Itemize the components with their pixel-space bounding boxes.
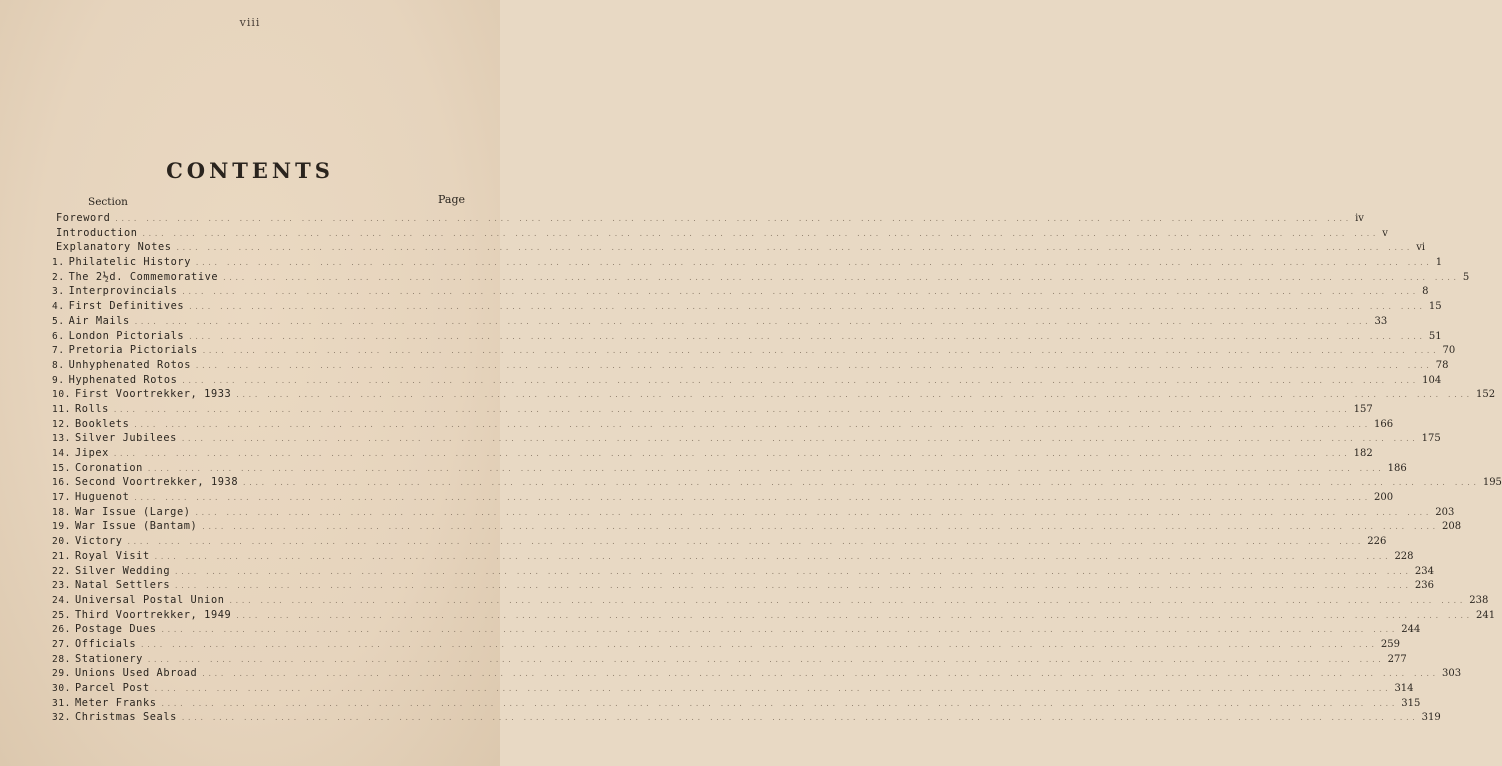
- entry-title: Silver Wedding: [74, 564, 171, 577]
- entry-page-number: 195: [1482, 477, 1502, 489]
- dot-leader: .... .... .... .... .... .... .... .... .... .... .... .... .... .... .... .... .... .... .... .... .... .... .... .... .... .... .... .... .... .... .... .... .... .... .... .... .... .... .... ....: [181, 376, 1419, 385]
- dot-leader: .... .... .... .... .... .... .... .... .... .... .... .... .... .... .... .... .... .... .... .... .... .... .... .... .... .... .... .... .... .... .... .... .... .... .... .... .... .... .... ....: [153, 552, 1391, 561]
- entry-number: 15.: [52, 462, 71, 474]
- entry-number: 16.: [52, 477, 71, 489]
- toc-entry: [52, 505, 1455, 521]
- entry-page-number: 1: [1435, 257, 1443, 269]
- entry-title: Huguenot: [74, 491, 130, 504]
- entry-page-number: 182: [1353, 448, 1373, 459]
- entry-title: Postage Dues: [74, 623, 157, 636]
- entry-page-number: 259: [1380, 638, 1400, 650]
- entry-title: Air Mails: [68, 314, 130, 327]
- entry-page-number: 175: [1421, 433, 1441, 445]
- entry-page-number: 228: [1394, 550, 1414, 562]
- dot-leader: .... .... .... .... .... .... .... .... .... .... .... .... .... .... .... .... .... .... .... .... .... .... .... .... .... .... .... .... .... .... .... .... .... .... .... .... .... .... .... ....: [181, 288, 1419, 297]
- entry-page-number: 5: [1462, 271, 1470, 283]
- toc-entry: [52, 241, 1426, 256]
- entry-title: Rolls: [74, 402, 109, 415]
- entry-number: 11.: [52, 403, 71, 415]
- entry-page-number: 244: [1401, 624, 1421, 636]
- entry-page-number: 277: [1387, 653, 1407, 665]
- entry-title: Foreword: [56, 212, 111, 224]
- dot-leader: .... .... .... .... .... .... .... .... .... .... .... .... .... .... .... .... .... .... .... .... .... .... .... .... .... .... .... .... .... .... .... .... .... .... .... .... .... .... .... ....: [112, 405, 1350, 414]
- entry-number: 7.: [52, 345, 65, 357]
- entry-page-number: 157: [1353, 403, 1373, 415]
- toc-entry: [52, 696, 1421, 712]
- entry-number: 10.: [52, 389, 71, 401]
- dot-leader: .... .... .... .... .... .... .... .... .... .... .... .... .... .... .... .... .... .... .... .... .... .... .... .... .... .... .... .... .... .... .... .... .... .... .... .... .... .... .... ....: [180, 435, 1418, 444]
- dot-leader: .... .... .... .... .... .... .... .... .... .... .... .... .... .... .... .... .... .... .... .... .... .... .... .... .... .... .... .... .... .... .... .... .... .... .... .... .... .... .... ....: [188, 303, 1425, 312]
- toc-entry: [52, 491, 1394, 506]
- entry-title: First Voortrekker, 1933: [74, 388, 232, 401]
- entry-title: Second Voortrekker, 1938: [74, 476, 239, 489]
- toc-entry: [52, 623, 1421, 638]
- entry-number: 12.: [52, 418, 71, 430]
- dot-leader: .... .... .... .... .... .... .... .... .... .... .... .... .... .... .... .... .... .... .... .... .... .... .... .... .... .... .... .... .... .... .... .... .... .... .... .... .... .... .... ....: [222, 273, 1459, 282]
- dot-leader: .... .... .... .... .... .... .... .... .... .... .... .... .... .... .... .... .... .... .... .... .... .... .... .... .... .... .... .... .... .... .... .... .... .... .... .... .... .... .... ....: [146, 655, 1384, 664]
- dot-leader: .... .... .... .... .... .... .... .... .... .... .... .... .... .... .... .... .... .... .... .... .... .... .... .... .... .... .... .... .... .... .... .... .... .... .... .... .... .... .... ....: [195, 259, 1432, 268]
- toc-entry: [52, 358, 1449, 374]
- entry-number: 3.: [52, 286, 65, 298]
- page-column-header: Page: [438, 193, 466, 206]
- dot-leader: .... .... .... .... .... .... .... .... .... .... .... .... .... .... .... .... .... .... .... .... .... .... .... .... .... .... .... .... .... .... .... .... .... .... .... .... .... .... .... ....: [175, 244, 1413, 253]
- entry-title: War Issue (Bantam): [74, 520, 198, 533]
- entry-page-number: vi: [1416, 242, 1426, 254]
- entry-page-number: iv: [1355, 213, 1364, 224]
- toc-entry: [52, 461, 1407, 477]
- dot-leader: .... .... .... .... .... .... .... .... .... .... .... .... .... .... .... .... .... .... .... .... .... .... .... .... .... .... .... .... .... .... .... .... .... .... .... .... .... .... .... ....: [235, 391, 1473, 400]
- dot-leader: .... .... .... .... .... .... .... .... .... .... .... .... .... .... .... .... .... .... .... .... .... .... .... .... .... .... .... .... .... .... .... .... .... .... .... .... .... .... .... ....: [228, 596, 1466, 605]
- entry-number: 1.: [52, 257, 65, 269]
- entry-page-number: 208: [1442, 521, 1462, 533]
- entry-number: 23.: [52, 580, 71, 592]
- entry-title: Introduction: [56, 226, 138, 239]
- dot-leader: .... .... .... .... .... .... .... .... .... .... .... .... .... .... .... .... .... .... .... .... .... .... .... .... .... .... .... .... .... .... .... .... .... .... .... .... .... .... .... ....: [112, 450, 1350, 458]
- toc-entry: [52, 373, 1442, 389]
- entry-title: Officials: [74, 637, 137, 650]
- contents-list: [52, 212, 1502, 726]
- entry-title: Third Voortrekker, 1949: [74, 608, 232, 621]
- entry-page-number: v: [1382, 227, 1388, 239]
- toc-entry: [52, 270, 1470, 286]
- toc-entry: [52, 682, 1414, 697]
- dot-leader: .... .... .... .... .... .... .... .... .... .... .... .... .... .... .... .... .... .... .... .... .... .... .... .... .... .... .... .... .... .... .... .... .... .... .... .... .... .... .... ....: [174, 567, 1411, 576]
- entry-title: First Definitives: [68, 300, 185, 313]
- dot-leader: .... .... .... .... .... .... .... .... .... .... .... .... .... .... .... .... .... .... .... .... .... .... .... .... .... .... .... .... .... .... .... .... .... .... .... .... .... .... .... ....: [160, 699, 1398, 708]
- dot-leader: .... .... .... .... .... .... .... .... .... .... .... .... .... .... .... .... .... .... .... .... .... .... .... .... .... .... .... .... .... .... .... .... .... .... .... .... .... .... .... ....: [242, 479, 1479, 488]
- toc-entry: [52, 344, 1456, 359]
- toc-entry: [52, 564, 1434, 580]
- toc-entry: [52, 711, 1441, 726]
- entry-page-number: 152: [1476, 389, 1496, 401]
- page-title: CONTENTS: [166, 158, 334, 183]
- dot-leader: .... .... .... .... .... .... .... .... .... .... .... .... .... .... .... .... .... .... .... .... .... .... .... .... .... .... .... .... .... .... .... .... .... .... .... .... .... .... .... ....: [201, 523, 1439, 532]
- toc-entry: [52, 285, 1429, 300]
- toc-entry: [52, 417, 1394, 433]
- entry-title: Silver Jubilees: [74, 432, 177, 445]
- entry-number: 28.: [52, 653, 71, 665]
- page-folio: viii: [239, 16, 261, 29]
- entry-title: London Pictorials: [68, 329, 185, 342]
- entry-title: Pretoria Pictorials: [68, 344, 198, 357]
- toc-entry: [52, 432, 1441, 447]
- entry-title: Meter Franks: [74, 696, 157, 709]
- dot-leader: .... .... .... .... .... .... .... .... .... .... .... .... .... .... .... .... .... .... .... .... .... .... .... .... .... .... .... .... .... .... .... .... .... .... .... .... .... .... .... ....: [235, 611, 1473, 620]
- dot-leader: .... .... .... .... .... .... .... .... .... .... .... .... .... .... .... .... .... .... .... .... .... .... .... .... .... .... .... .... .... .... .... .... .... .... .... .... .... .... .... ....: [174, 582, 1411, 591]
- entry-title: Booklets: [74, 417, 130, 430]
- toc-entry: [52, 402, 1373, 418]
- entry-number: 27.: [52, 638, 71, 650]
- toc-entry: [52, 226, 1388, 242]
- dot-leader: .... .... .... .... .... .... .... .... .... .... .... .... .... .... .... .... .... .... .... .... .... .... .... .... .... .... .... .... .... .... .... .... .... .... .... .... .... .... .... ....: [140, 640, 1377, 649]
- entry-title: Jipex: [74, 447, 109, 459]
- entry-number: 8.: [52, 359, 65, 371]
- entry-page-number: 51: [1428, 330, 1442, 342]
- entry-number: 4.: [52, 301, 65, 313]
- dot-leader: .... .... .... .... .... .... .... .... .... .... .... .... .... .... .... .... .... .... .... .... .... .... .... .... .... .... .... .... .... .... .... .... .... .... .... .... .... .... .... ....: [194, 508, 1432, 517]
- dot-leader: .... .... .... .... .... .... .... .... .... .... .... .... .... .... .... .... .... .... .... .... .... .... .... .... .... .... .... .... .... .... .... .... .... .... .... .... .... .... .... ....: [133, 317, 1371, 326]
- entry-page-number: 104: [1422, 374, 1442, 386]
- entry-number: 30.: [52, 683, 71, 694]
- dot-leader: .... .... .... .... .... .... .... .... .... .... .... .... .... .... .... .... .... .... .... .... .... .... .... .... .... .... .... .... .... .... .... .... .... .... .... .... .... .... .... ....: [141, 229, 1379, 238]
- entry-page-number: 236: [1414, 580, 1434, 592]
- entry-page-number: 78: [1435, 359, 1449, 371]
- entry-number: 20.: [52, 536, 71, 548]
- entry-title: Unhyphenated Rotos: [68, 358, 192, 371]
- entry-title: Natal Settlers: [74, 579, 171, 592]
- entry-page-number: 319: [1421, 712, 1441, 724]
- toc-entry: [52, 535, 1387, 550]
- entry-number: 6.: [52, 330, 65, 342]
- entry-number: 5.: [52, 315, 65, 327]
- dot-leader: .... .... .... .... .... .... .... .... .... .... .... .... .... .... .... .... .... .... .... .... .... .... .... .... .... .... .... .... .... .... .... .... .... .... .... .... .... .... .... ....: [201, 670, 1439, 679]
- entry-number: 17.: [52, 492, 71, 504]
- toc-entry: [52, 637, 1400, 653]
- toc-entry: [52, 520, 1462, 535]
- entry-number: 24.: [52, 594, 71, 606]
- entry-title: Interprovincials: [68, 285, 178, 298]
- entry-number: 22.: [52, 565, 71, 577]
- toc-entry: [52, 652, 1407, 668]
- section-column-header: Section: [88, 196, 128, 208]
- toc-entry: [52, 212, 1364, 227]
- dot-leader: .... .... .... .... .... .... .... .... .... .... .... .... .... .... .... .... .... .... .... .... .... .... .... .... .... .... .... .... .... .... .... .... .... .... .... .... .... .... .... ....: [133, 494, 1371, 503]
- entry-title: Hyphenated Rotos: [68, 373, 178, 386]
- toc-entry: [52, 300, 1442, 315]
- entry-title: Royal Visit: [74, 549, 150, 562]
- entry-page-number: 200: [1374, 492, 1394, 504]
- entry-page-number: 226: [1367, 536, 1387, 548]
- entry-page-number: 15: [1428, 301, 1442, 313]
- dot-leader: .... .... .... .... .... .... .... .... .... .... .... .... .... .... .... .... .... .... .... .... .... .... .... .... .... .... .... .... .... .... .... .... .... .... .... .... .... .... .... ....: [133, 420, 1371, 429]
- entry-title: Explanatory Notes: [56, 241, 172, 254]
- toc-entry: [52, 593, 1489, 609]
- dot-leader: .... .... .... .... .... .... .... .... .... .... .... .... .... .... .... .... .... .... .... .... .... .... .... .... .... .... .... .... .... .... .... .... .... .... .... .... .... .... .... ....: [180, 714, 1418, 723]
- toc-entry: [52, 476, 1502, 491]
- dot-leader: .... .... .... .... .... .... .... .... .... .... .... .... .... .... .... .... .... .... .... .... .... .... .... .... .... .... .... .... .... .... .... .... .... .... .... .... .... .... .... ....: [146, 464, 1384, 473]
- entry-page-number: 70: [1442, 345, 1456, 357]
- entry-page-number: 8: [1422, 286, 1429, 298]
- entry-page-number: 241: [1476, 609, 1496, 621]
- entry-page-number: 33: [1374, 315, 1388, 327]
- entry-title: Unions Used Abroad: [74, 667, 198, 680]
- toc-entry: [52, 388, 1496, 403]
- entry-title: Stationery: [74, 652, 143, 665]
- entry-page-number: 315: [1401, 697, 1421, 709]
- toc-entry: [52, 608, 1496, 624]
- entry-number: 19.: [52, 521, 71, 533]
- toc-entry: [52, 447, 1373, 462]
- entry-number: 18.: [52, 506, 71, 518]
- dot-leader: .... .... .... .... .... .... .... .... .... .... .... .... .... .... .... .... .... .... .... .... .... .... .... .... .... .... .... .... .... .... .... .... .... .... .... .... .... .... .... ....: [114, 215, 1352, 223]
- entry-page-number: 186: [1387, 462, 1407, 474]
- entry-number: 26.: [52, 624, 71, 636]
- toc-entry: [52, 579, 1434, 594]
- entry-number: 25.: [52, 609, 71, 621]
- entry-title: Coronation: [74, 461, 143, 474]
- toc-entry: [52, 329, 1442, 345]
- entry-number: 9.: [52, 374, 65, 386]
- entry-number: 13.: [52, 433, 71, 445]
- entry-title: The 2½d. Commemorative: [68, 270, 219, 283]
- entry-number: 31.: [52, 697, 71, 709]
- entry-number: 32.: [52, 712, 71, 724]
- entry-page-number: 166: [1374, 418, 1394, 430]
- toc-entry: [52, 667, 1462, 682]
- entry-number: 21.: [52, 550, 71, 562]
- entry-page-number: 238: [1469, 594, 1489, 606]
- entry-number: 29.: [52, 668, 71, 680]
- dot-leader: .... .... .... .... .... .... .... .... .... .... .... .... .... .... .... .... .... .... .... .... .... .... .... .... .... .... .... .... .... .... .... .... .... .... .... .... .... .... .... ....: [160, 626, 1398, 635]
- dot-leader: .... .... .... .... .... .... .... .... .... .... .... .... .... .... .... .... .... .... .... .... .... .... .... .... .... .... .... .... .... .... .... .... .... .... .... .... .... .... .... ....: [201, 347, 1439, 356]
- dot-leader: .... .... .... .... .... .... .... .... .... .... .... .... .... .... .... .... .... .... .... .... .... .... .... .... .... .... .... .... .... .... .... .... .... .... .... .... .... .... .... ....: [195, 361, 1432, 370]
- entry-title: Universal Postal Union: [74, 593, 225, 606]
- toc-entry: [52, 314, 1388, 330]
- entry-number: 14.: [52, 448, 71, 459]
- toc-entry: [52, 549, 1414, 565]
- entry-title: Parcel Post: [74, 682, 150, 694]
- entry-title: Christmas Seals: [74, 711, 177, 724]
- dot-leader: .... .... .... .... .... .... .... .... .... .... .... .... .... .... .... .... .... .... .... .... .... .... .... .... .... .... .... .... .... .... .... .... .... .... .... .... .... .... .... ....: [188, 332, 1425, 341]
- dot-leader: .... .... .... .... .... .... .... .... .... .... .... .... .... .... .... .... .... .... .... .... .... .... .... .... .... .... .... .... .... .... .... .... .... .... .... .... .... .... .... ....: [126, 538, 1364, 547]
- entry-page-number: 234: [1414, 565, 1434, 577]
- toc-entry: [52, 256, 1443, 271]
- entry-title: War Issue (Large): [74, 505, 191, 518]
- entry-page-number: 303: [1442, 668, 1462, 680]
- entry-title: Philatelic History: [68, 256, 192, 269]
- entry-page-number: 203: [1435, 506, 1455, 518]
- entry-number: 2.: [52, 271, 65, 283]
- dot-leader: .... .... .... .... .... .... .... .... .... .... .... .... .... .... .... .... .... .... .... .... .... .... .... .... .... .... .... .... .... .... .... .... .... .... .... .... .... .... .... ....: [153, 685, 1391, 693]
- entry-title: Victory: [74, 535, 123, 548]
- entry-page-number: 314: [1394, 683, 1414, 694]
